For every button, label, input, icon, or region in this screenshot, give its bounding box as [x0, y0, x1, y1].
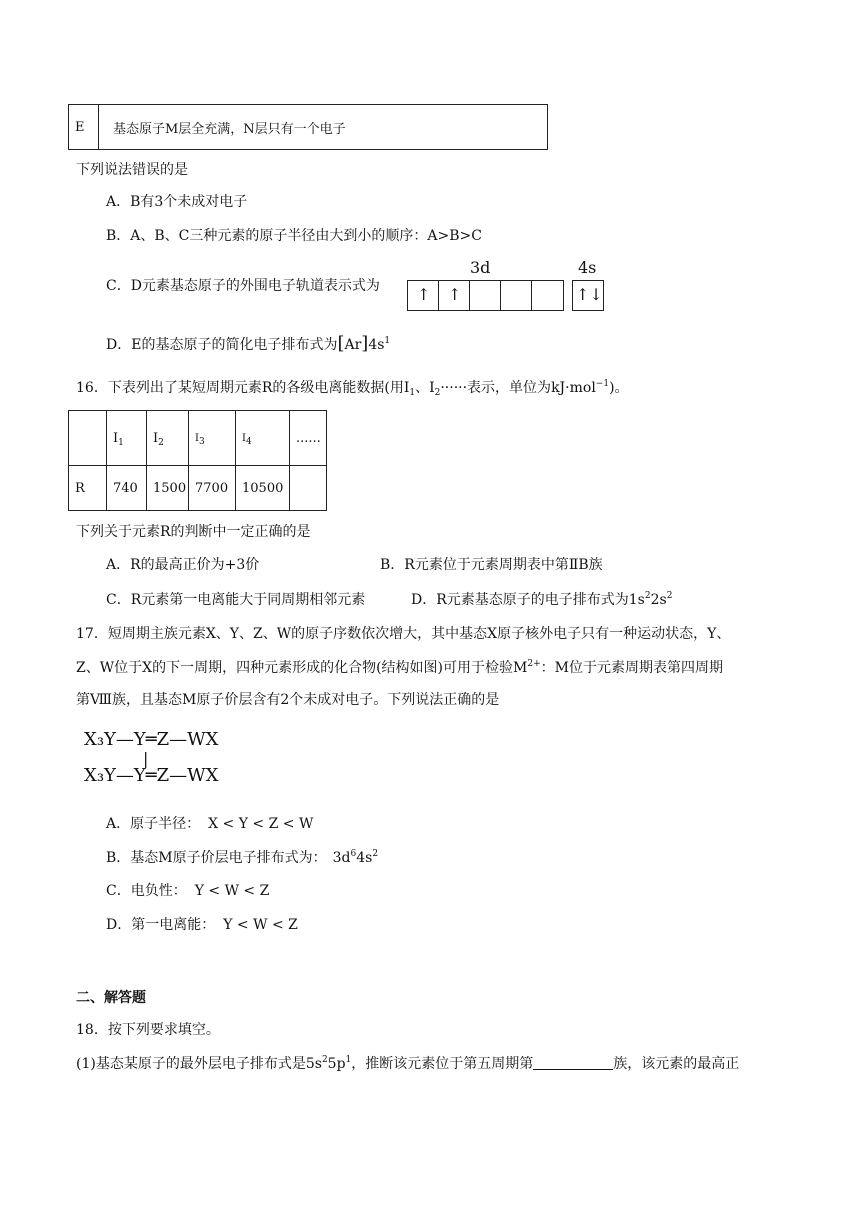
q18-part-1: (1)基态某原子的最外层电子排布式是$5s^25p^1$，推断该元素位于第五周期第 族，该元素的最高正 [76, 1055, 740, 1072]
orbital-box-3d [407, 280, 564, 311]
structure-bond: | [143, 749, 149, 768]
q17-option-b: B．基态M原子价层电子排布式为： $3d^64s^2$ [106, 849, 379, 866]
row-e-label: E [69, 105, 99, 150]
q18-stem: 18．按下列要求填空。 [76, 1022, 220, 1038]
structure-bottom: X₃Y—Y═Z—WX [84, 765, 219, 786]
q15-option-d: D．E的基态原子的简化电子排布式为$[Ar]4s^1$ [106, 333, 391, 354]
orbital-3d-electron-1: ↑ [417, 285, 431, 304]
header-i1: $I_1$ [107, 411, 147, 466]
header-i4: $I_4$ [236, 411, 290, 466]
header-ellipsis: ...... [290, 411, 327, 466]
row-label-r: R [69, 466, 107, 511]
q16-option-c: C．R元素第一电离能大于同周期相邻元素 [106, 592, 366, 608]
row-e-text: 基态原子M层全充满，N层只有一个电子 [99, 105, 548, 150]
header-i2: $I_2$ [147, 411, 189, 466]
q16-option-b: B．R元素位于元素周期表中第ⅡB族 [380, 557, 603, 573]
q16-stem-2: 下列关于元素R的判断中一定正确的是 [76, 524, 311, 540]
orbital-3d-electron-2: ↑ [448, 285, 462, 304]
q16-stem: 16．下表列出了某短周期元素R的各级电离能数据(用$I_1$、$I_2\cdot\cdot\cdot\cdot\cdot\cdot$表示，单位为kJ·mol$^{-1}$)。 [76, 379, 629, 398]
element-table-row-e [68, 104, 548, 150]
q17-option-d: D．第一电离能： Y < W < Z [106, 917, 298, 933]
answer-blank[interactable] [533, 1055, 613, 1070]
value-i3: 7700 [189, 466, 236, 511]
section-2-heading: 二、解答题 [76, 990, 146, 1006]
q15-stem: 下列说法错误的是 [76, 162, 188, 178]
q17-line-3: 第Ⅷ族，且基态M原子价层含有2个未成对电子。下列说法正确的是 [76, 692, 500, 708]
orbital-4s-label: 4s [578, 258, 597, 277]
structure-top: X₃Y—Y═Z—WX [84, 729, 219, 750]
q15-option-c: C．D元素基态原子的外围电子轨道表示式为 [106, 278, 380, 294]
q16-option-a: A．R的最高正价为+3价 [106, 557, 260, 573]
q17-option-a: A．原子半径： X < Y < Z < W [106, 816, 314, 832]
q17-option-c: C．电负性： Y < W < Z [106, 883, 270, 899]
orbital-4s-electrons: ↑↓ [576, 285, 603, 304]
ionization-energy-table [68, 410, 327, 511]
value-i2: 1500 [147, 466, 189, 511]
q17-line-2: Z、W位于X的下一周期，四种元素形成的化合物(结构如图)可用于检验$M^{2+}$：M位于元素周期表第四周期 [76, 659, 723, 676]
orbital-3d-label: 3d [470, 258, 491, 277]
q15-option-b: B．A、B、C三种元素的原子半径由大到小的顺序：A>B>C [106, 228, 482, 244]
q17-line-1: 17．短周期主族元素X、Y、Z、W的原子序数依次增大，其中基态X原子核外电子只有一种运动状态，Y、 [76, 626, 731, 642]
value-i1: 740 [107, 466, 147, 511]
header-i3: $I_3$ [189, 411, 236, 466]
q16-option-d: D．R元素基态原子的电子排布式为$1s^22s^2$ [411, 591, 673, 608]
value-i4: 10500 [236, 466, 290, 511]
q15-option-a: A．B有3个未成对电子 [106, 194, 248, 210]
